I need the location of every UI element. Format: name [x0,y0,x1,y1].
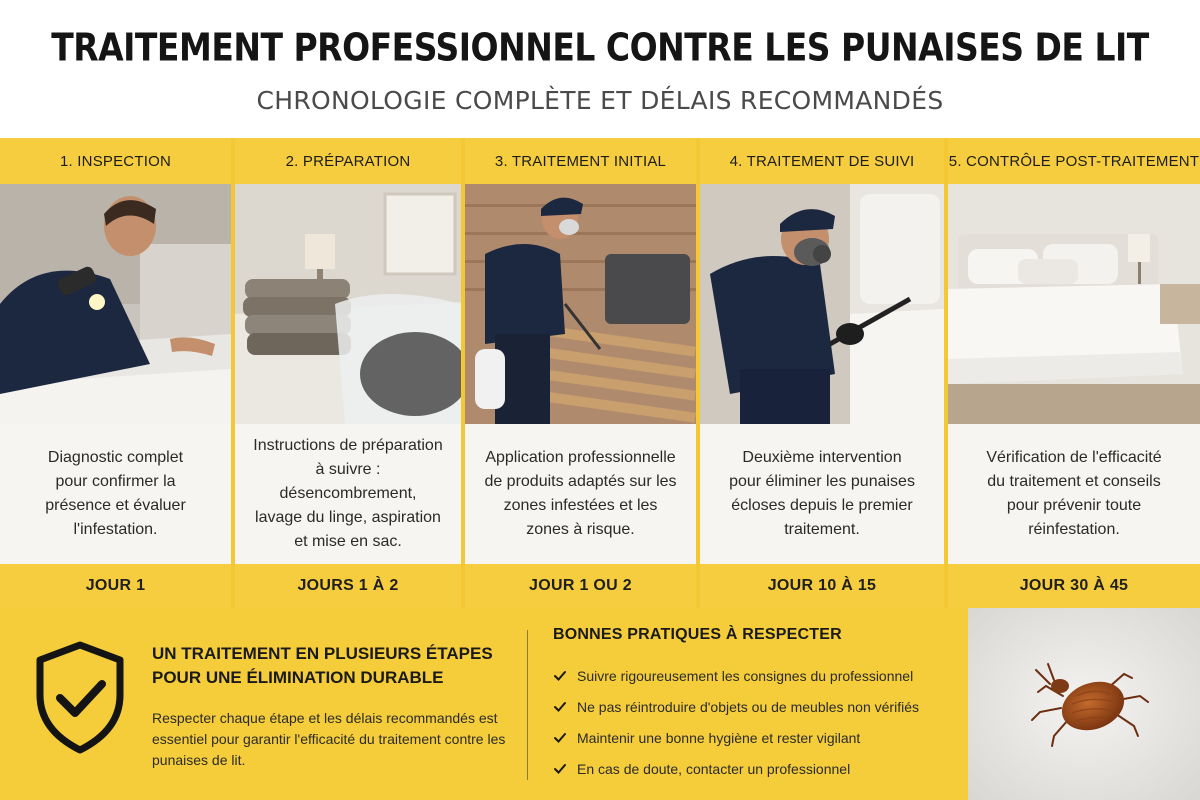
tip-text: Maintenir une bonne hygiène et rester vigilant [577,729,861,746]
page-title: TRAITEMENT PROFESSIONNEL CONTRE LES PUNAISES DE LIT [51,25,1149,70]
divider [527,630,528,780]
tip-text: Ne pas réintroduire d'objets ou de meubles non vérifiés [577,698,919,715]
technician-inspecting-photo [0,184,231,424]
step-day: JOUR 30 À 45 [948,564,1200,608]
clean-bedroom-photo [948,184,1200,424]
summary-title: UN TRAITEMENT EN PLUSIEURS ÉTAPES POUR UNE ÉLIMINATION DURABLE [152,644,493,687]
check-icon [553,731,567,745]
step-inspection [0,138,231,608]
step-post-treatment [948,138,1200,608]
tip-text: Suivre rigoureusement les consignes du professionnel [577,667,914,684]
check-icon [553,762,567,776]
summary-text: Respecter chaque étape et les délais recommandés est essentiel pour garantir l'efficacité du traitement contre les punaises de lit. [152,710,506,768]
step-title: 3. TRAITEMENT INITIAL [465,138,696,184]
list-item [553,660,953,691]
step-initial-treatment [465,138,696,608]
list-item [553,722,953,753]
step-description: Instructions de préparation à suivre : désencombrement, lavage du linge, aspiration et mise en sac. [235,424,461,564]
step-title: 5. CONTRÔLE POST-TRAITEMENT [948,138,1200,184]
list-item [553,753,953,784]
tips-title: BONNES PRATIQUES À RESPECTER [553,626,842,643]
step-description: Deuxième intervention pour éliminer les punaises écloses depuis le premier traitement. [700,424,944,564]
bed-bug-icon [968,608,1200,800]
step-description: Diagnostic complet pour confirmer la présence et évaluer l'infestation. [0,424,231,564]
folded-linens-photo [235,184,461,424]
shield-check-icon [30,640,130,755]
step-title: 1. INSPECTION [0,138,231,184]
step-title: 4. TRAITEMENT DE SUIVI [700,138,944,184]
step-day: JOUR 1 [0,564,231,608]
list-item [553,691,953,722]
tip-text: En cas de doute, contacter un professionnel [577,760,851,777]
tips-list [553,660,953,784]
timeline-steps [0,138,1200,608]
check-icon [553,700,567,714]
check-icon [553,669,567,683]
technician-follow-up-photo [700,184,944,424]
step-day: JOUR 1 OU 2 [465,564,696,608]
step-preparation [235,138,461,608]
step-day: JOURS 1 À 2 [235,564,461,608]
step-description: Vérification de l'efficacité du traitement et conseils pour prévenir toute réinfestation. [948,424,1200,564]
header [0,0,1200,138]
technician-spraying-photo [465,184,696,424]
step-follow-up [700,138,944,608]
summary-section [0,608,1200,800]
step-description: Application professionnelle de produits adaptés sur les zones infestées et les zones à risque. [465,424,696,564]
page-subtitle: CHRONOLOGIE COMPLÈTE ET DÉLAIS RECOMMANDÉS [256,86,944,115]
step-title: 2. PRÉPARATION [235,138,461,184]
summary-panel [0,608,968,800]
step-day: JOUR 10 À 15 [700,564,944,608]
